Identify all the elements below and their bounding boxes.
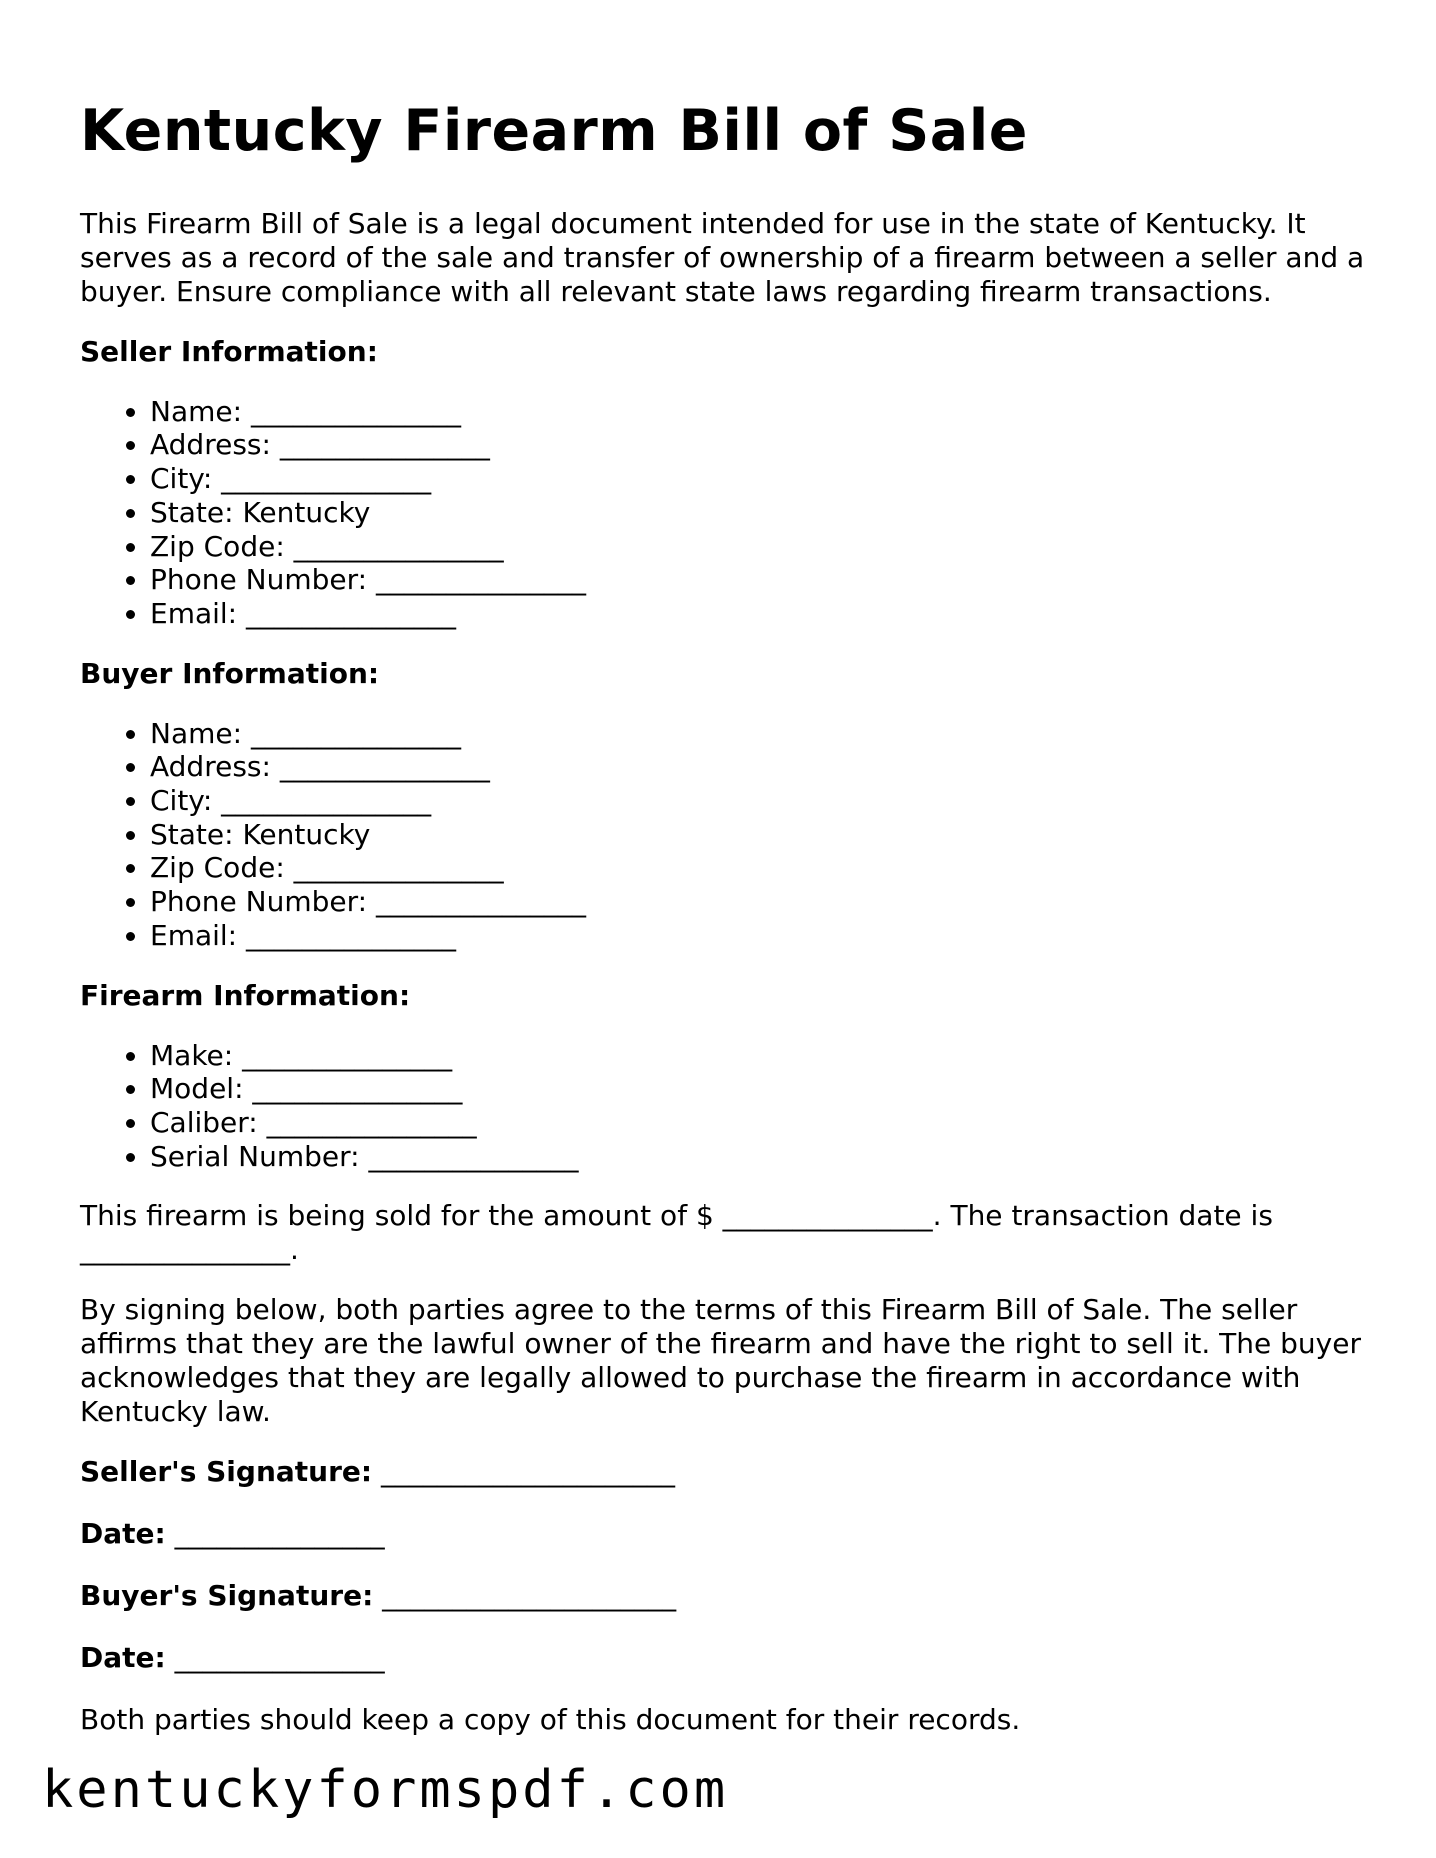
seller-date-line [80, 1517, 1370, 1551]
buyer-zip-field: • Zip Code: _______________ [150, 851, 1370, 885]
site-watermark: kentuckyformspdf.com [42, 1760, 729, 1820]
firearm-caliber-field: • Caliber: _______________ [150, 1106, 1370, 1140]
buyer-email-field: • Email: _______________ [150, 919, 1370, 953]
firearm-make-field: • Make: _______________ [150, 1039, 1370, 1073]
buyer-phone-field: • Phone Number: _______________ [150, 885, 1370, 919]
firearm-field-list [80, 1039, 1370, 1174]
seller-signature-line [80, 1455, 1370, 1489]
seller-email-field: • Email: _______________ [150, 597, 1370, 631]
firearm-serial-field: • Serial Number: _______________ [150, 1140, 1370, 1174]
seller-field-list [80, 395, 1370, 631]
buyer-address-field: • Address: _______________ [150, 750, 1370, 784]
seller-date-blank: _______________ [174, 1517, 385, 1551]
buyer-date-line [80, 1641, 1370, 1675]
records-note: Both parties should keep a copy of this document for their records. [80, 1703, 1021, 1737]
document-page [80, 100, 1370, 1737]
firearm-heading: Firearm Information: [80, 978, 411, 1012]
buyer-signature-label: Buyer's Signature: [80, 1579, 374, 1613]
seller-heading: Seller Information: [80, 334, 378, 368]
document-title: Kentucky Firearm Bill of Sale [80, 98, 1028, 164]
buyer-heading: Buyer Information: [80, 656, 380, 690]
seller-date-label: Date: [80, 1517, 166, 1551]
buyer-signature-blank: _____________________ [382, 1579, 677, 1613]
seller-name-field: • Name: _______________ [150, 395, 1370, 429]
seller-state-field: • State: Kentucky [150, 496, 1370, 530]
seller-city-field: • City: _______________ [150, 462, 1370, 496]
buyer-date-label: Date: [80, 1641, 166, 1675]
seller-signature-label: Seller's Signature: [80, 1455, 373, 1489]
sale-amount-paragraph: This firearm is being sold for the amount of $ _______________. The transaction date is _______________. [80, 1199, 1273, 1267]
buyer-field-list [80, 717, 1370, 953]
seller-phone-field: • Phone Number: _______________ [150, 563, 1370, 597]
buyer-city-field: • City: _______________ [150, 784, 1370, 818]
seller-signature-blank: _____________________ [381, 1455, 675, 1489]
buyer-name-field: • Name: _______________ [150, 717, 1370, 751]
buyer-date-blank: _______________ [174, 1641, 385, 1675]
buyer-state-field: • State: Kentucky [150, 818, 1370, 852]
seller-address-field: • Address: _______________ [150, 428, 1370, 462]
intro-paragraph: This Firearm Bill of Sale is a legal document intended for use in the state of Kentucky. It serves as a record of the sale and transfer of ownership of a firearm between a seller and a buyer. Ensure compliance with all relevant state laws regarding firearm transactions. [80, 206, 1365, 308]
firearm-model-field: • Model: _______________ [150, 1072, 1370, 1106]
agreement-paragraph: By signing below, both parties agree to the terms of this Firearm Bill of Sale. The seller affirms that they are the lawful owner of the firearm and have the right to sell it. The buyer acknowledges that they are legally allowed to purchase the firearm in accordance with Kentucky law. [80, 1293, 1361, 1429]
buyer-signature-line [80, 1579, 1370, 1613]
seller-zip-field: • Zip Code: _______________ [150, 530, 1370, 564]
